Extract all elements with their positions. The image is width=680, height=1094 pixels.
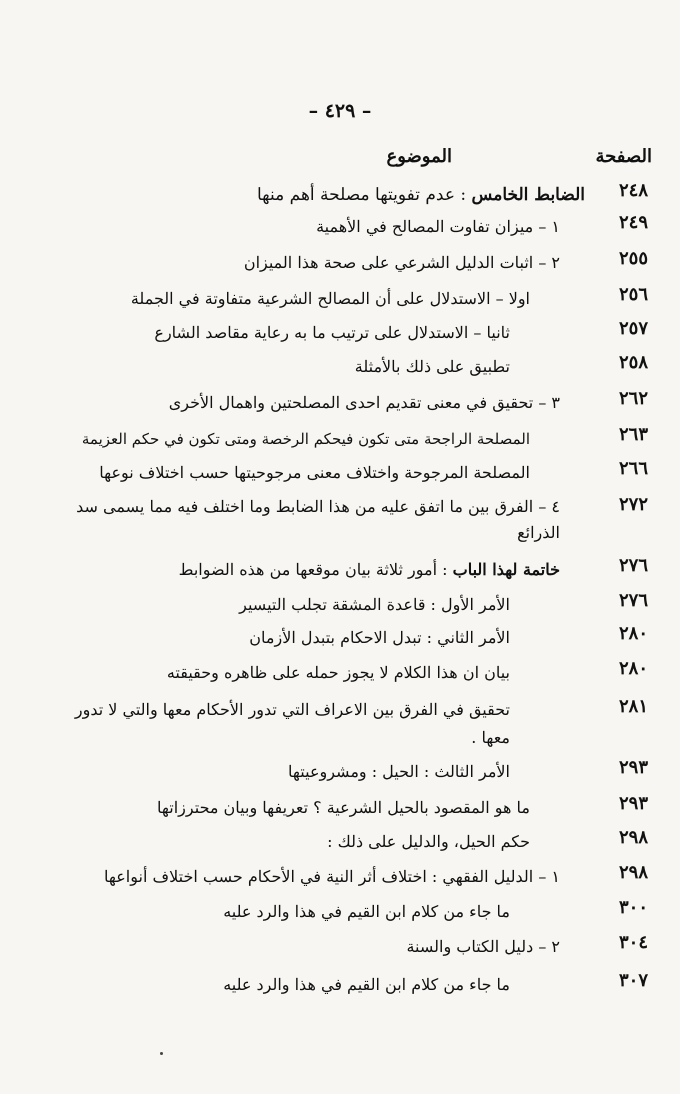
toc-entry-text: بيان ان هذا الكلام لا يجوز حمله على ظاهره وحقيقته [166,663,510,682]
toc-entry-text: ثانيا – الاستدلال على ترتيب ما به رعاية مقاصد الشارع [154,323,510,342]
toc-entry-text: ٢ – دليل الكتاب والسنة [406,937,560,956]
toc-page-number: ٢٩٨ [618,862,648,883]
toc-entry [0,827,680,867]
toc-entry-text: المصلحة الراجحة متى تكون فيحكم الرخصة ومتى تكون في حكم العزيمة [81,430,530,448]
toc-entry-text: ٣ – تحقيق في معنى تقديم احدى المصلحتين واهمال الأخرى [168,393,560,412]
toc-page-number: ٢٦٦ [618,458,648,479]
toc-entry [0,212,680,252]
toc-entry-text: المصلحة المرجوحة واختلاف معنى مرجوحيتها حسب اختلاف نوعها [99,463,530,482]
toc-entry-text: تطبيق على ذلك بالأمثلة [354,357,510,376]
header-page-label: الصفحة [595,146,652,167]
toc-entry-text: الأمر الأول : قاعدة المشقة تجلب التيسير [239,595,510,614]
toc-entry-text: ١ – ميزان تفاوت المصالح في الأهمية [316,217,560,236]
toc-page-number: ٢٨٠ [618,658,648,679]
toc-entry [0,970,680,1010]
print-speck [160,1052,163,1055]
toc-page-number: ٢٩٨ [618,827,648,848]
toc-entry [0,757,680,797]
toc-page-number: ٢٥٦ [618,284,648,305]
toc-entry [0,352,680,392]
toc-page-number: ٣٠٤ [618,932,648,953]
toc-entry [0,658,680,698]
toc-page-number: ٢٩٣ [618,793,648,814]
toc-entry-text: تحقيق في الفرق بين الاعراف التي تدور الأحكام معها والتي لا تدور معها . [74,700,510,747]
toc-entry [0,458,680,498]
toc-entry [0,696,680,756]
toc-page-number: ٢٧٢ [618,494,648,515]
page-number: – ٤٢٩ – [308,100,372,122]
toc-entry-text: اولا – الاستدلال على أن المصالح الشرعية متفاوتة في الجملة [130,289,530,308]
toc-page-number: ٢٥٧ [618,318,648,339]
toc-entry [0,932,680,972]
toc-page-number: ٣٠٠ [618,897,648,918]
toc-page-number: ٢٦٣ [618,424,648,445]
toc-page-number: ٣٠٧ [618,970,648,991]
toc-entry-lead: الضابط الخامس [471,185,585,205]
toc-page-number: ٢٨١ [618,696,648,717]
toc-page-number: ٢٧٦ [618,590,648,611]
toc-page-number: ٢٥٨ [618,352,648,373]
toc-page-number: ٢٦٢ [618,388,648,409]
toc-page-number: ٢٤٨ [618,180,648,201]
toc-page-number: ٢٤٩ [618,212,648,233]
toc-entry [0,248,680,288]
toc-entry [0,555,680,595]
toc-entry-text: ١ – الدليل الفقهي : اختلاف أثر النية في الأحكام حسب اختلاف أنواعها [104,867,560,886]
toc-entry [0,862,680,902]
toc-entry-text: الأمر الثالث : الحيل : ومشروعيتها [288,762,510,781]
toc-page-number: ٢٥٥ [618,248,648,269]
toc-page-number: ٢٩٣ [618,757,648,778]
toc-entry-text: ٢ – اثبات الدليل الشرعي على صحة هذا الميزان [243,253,560,272]
toc-entry-text: الأمر الثاني : تبدل الاحكام بتبدل الأزمان [249,628,510,647]
toc-entry-text: ما هو المقصود بالحيل الشرعية ؟ تعريفها وبيان محترزاتها [157,798,530,817]
toc-entry-text: حكم الحيل، والدليل على ذلك : [327,832,530,851]
toc-page-number: ٢٨٠ [618,623,648,644]
toc-entry-text: ٤ – الفرق بين ما اتفق عليه من هذا الضابط وما اختلف فيه مما يسمى سد الذرائع [76,497,560,542]
toc-entry-text: خاتمة لهذا الباب : أمور ثلاثة بيان موقعها من هذه الضوابط [178,560,560,579]
toc-entry-text: الضابط الخامس : عدم تفويتها مصلحة أهم منها [256,185,585,205]
toc-entry [0,897,680,937]
header-topic-label: الموضوع [386,146,452,167]
toc-entry-text: ما جاء من كلام ابن القيم في هذا والرد عليه [223,975,510,994]
toc-entry [0,623,680,663]
toc-entry [0,494,680,554]
toc-page-number: ٢٧٦ [618,555,648,576]
toc-entry-text: ما جاء من كلام ابن القيم في هذا والرد عليه [223,902,510,921]
toc-entry-lead: خاتمة لهذا الباب [452,560,560,579]
toc-entry [0,388,680,428]
